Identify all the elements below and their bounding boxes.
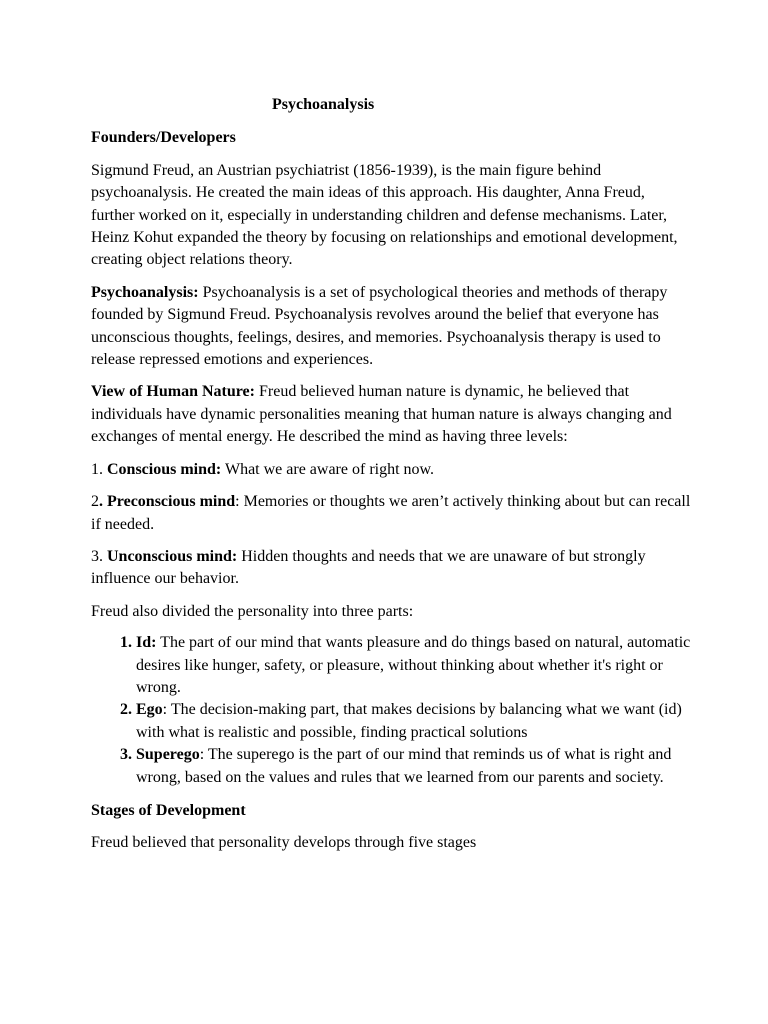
level-label: . Preconscious mind [99,493,236,511]
level-number: 3. [91,547,107,565]
part-label: Superego [136,746,200,764]
level-label: Unconscious mind: [107,547,238,565]
part-text: The part of our mind that wants pleasure and do things based on natural, automatic desires like hunger, safety, or pleasure, without thinking about whether it's right or wrong. [136,634,691,696]
document-title: Psychoanalysis [272,96,375,113]
list-item [136,699,691,744]
level-label: Conscious mind: [107,460,222,478]
level-unconscious [91,546,691,591]
level-text: Hidden thoughts and needs that we are unaware of but strongly influence our behavior. [91,547,646,588]
part-text: : The decision-making part, that makes decisions by balancing what we want (id) with what is realistic and possible, finding practical solutions [136,701,682,741]
level-number: 1. [91,460,107,478]
part-label: Ego [136,701,163,719]
human-nature-text: Freud believed human nature is dynamic, he believed that individuals have dynamic personalities meaning that human nature is always changing and exchanges of mental energy. He described the mind as having three levels: [91,383,672,446]
human-nature-paragraph [91,381,691,448]
level-text: What we are aware of right now. [221,460,435,478]
psychoanalysis-text: Psychoanalysis is a set of psychological theories and methods of therapy founded by Sigmund Freud. Psychoanalysis revolves around the belief that everyone has unconscious thoughts, feelings, desires, and memories. Psychoanalysis therapy is used to release repressed emotions and experiences. [91,283,668,369]
human-nature-label: View of Human Nature: [91,383,255,401]
founders-paragraph: Sigmund Freud, an Austrian psychiatrist (1856-1939), is the main figure behind psychoanalysis. He created the main ideas of this approach. His daughter, Anna Freud, further worked on it, especially in understanding children and defense mechanisms. Later, Heinz Kohut expanded the theory by focusing on relationships and emotional development, creating object relations theory. [91,161,678,269]
level-conscious [91,459,691,481]
psychoanalysis-label: Psychoanalysis: [91,283,199,301]
stages-heading: Stages of Development [91,801,246,819]
level-number: 2 [91,493,99,511]
part-label: Id: [136,634,157,652]
list-item [136,744,691,789]
stages-paragraph: Freud believed that personality develops through five stages [91,834,477,852]
personality-intro: Freud also divided the personality into three parts: [91,602,414,620]
personality-parts-list [91,632,691,789]
founders-heading: Founders/Developers [91,129,236,147]
psychoanalysis-paragraph [91,282,691,372]
level-text: : Memories or thoughts we aren’t actively thinking about but can recall if needed. [91,493,691,533]
list-item [136,632,691,699]
part-text: : The superego is the part of our mind that reminds us of what is right and wrong, based on the values and rules that we learned from our parents and society. [136,746,672,786]
document-content [91,94,691,855]
level-preconscious [91,491,691,536]
